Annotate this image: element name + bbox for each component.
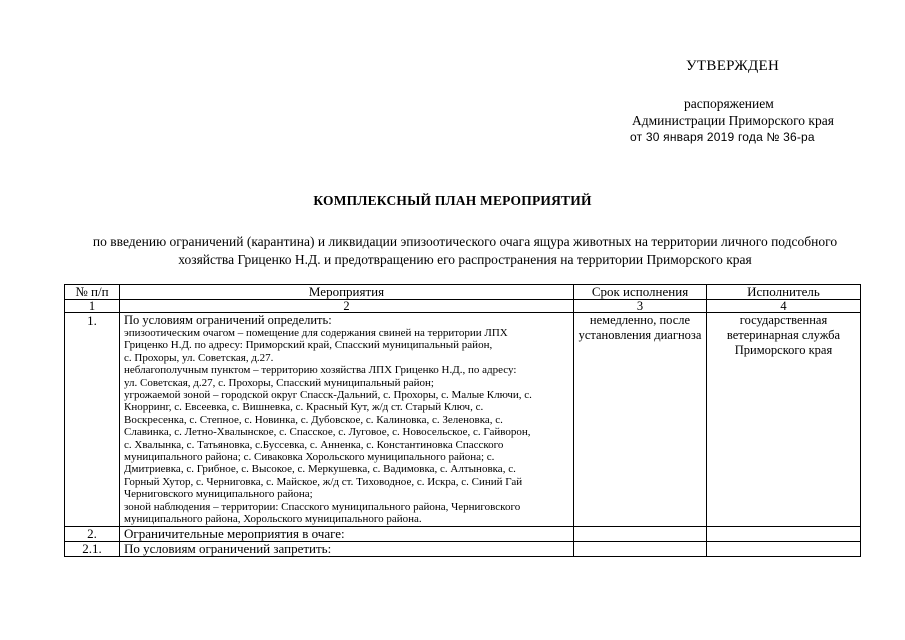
row-activity-line: Дмитриевка, с. Грибное, с. Высокое, с. Меркушевка, с. Вадимовка, с. Алтыновка, с. [124, 463, 516, 476]
column-number: 3 [574, 300, 707, 313]
row-activity-line: Горный Хутор, с. Черниговка, с. Майское, ж/д ст. Тиховодное, с. Искра, с. Синий Гай [124, 475, 523, 488]
document-title: КОМПЛЕКСНЫЙ ПЛАН МЕРОПРИЯТИЙ [313, 193, 592, 208]
header-number: № п/п [65, 285, 120, 300]
row-number: 1. [65, 313, 120, 527]
column-number: 1 [65, 300, 120, 313]
row-activity-line: муниципального района; с. Сиваковка Хорольского муниципального района; с. [124, 451, 495, 464]
approval-line-date: от 30 января 2019 года № 36-ра [630, 130, 815, 144]
row-executor [707, 526, 861, 541]
row-activity-lead: По условиям ограничений определить: [124, 313, 332, 327]
column-number-row [65, 300, 861, 313]
row-activity-line: Воскресенка, с. Степное, с. Новинка, с. Дубовское, с. Калиновка, с. Зеленовка, с. [124, 413, 503, 426]
row-activity: По условиям ограничений запретить: [120, 541, 574, 556]
approval-title: УТВЕРЖДЕН [686, 58, 780, 74]
row-activity-line: эпизоотическим очагом – помещение для содержания свиней на территории ЛПХ [124, 327, 508, 339]
row-number: 2.1. [65, 541, 120, 556]
approval-line-authority: Администрации Приморского края [632, 113, 834, 128]
row-executor: государственная ветеринарная служба Приморского края [707, 313, 861, 527]
row-activity-line: муниципального района, Хорольского муниципального района. [124, 513, 422, 526]
row-number: 2. [65, 526, 120, 541]
row-activity-line: Славинка, с. Летно-Хвалынское, с. Спасское, с. Луговое, с. Новосельское, с. Гайворон, [124, 426, 531, 439]
row-deadline [574, 541, 707, 556]
row-executor [707, 541, 861, 556]
table-row [65, 541, 861, 556]
row-activity-line: Гриценко Н.Д. по адресу: Приморский край, Спасский муниципальный район, [124, 339, 493, 352]
row-deadline [574, 526, 707, 541]
column-number: 4 [707, 300, 861, 313]
row-activity-line: с. Хвалынка, с. Татьяновка, с.Буссевка, с. Анненка, с. Константиновка Спасского [124, 438, 504, 451]
plan-table [64, 284, 861, 557]
table-row [65, 313, 861, 527]
row-activity [120, 313, 574, 527]
header-deadline: Срок исполнения [574, 285, 707, 300]
row-activity-line: Черниговского муниципального района; [124, 488, 313, 501]
column-number: 2 [120, 300, 574, 313]
approval-block [628, 58, 888, 146]
header-executor: Исполнитель [707, 285, 861, 300]
table-row [65, 526, 861, 541]
document-subtitle: по введению ограничений (карантина) и ликвидации эпизоотического очага ящура животных на территории личного подсобного хозяйства Гриценко Н.Д. и предотвращению его распространения на территории Приморского края [92, 234, 838, 267]
row-activity-line: неблагополучным пунктом – территорию хозяйства ЛПХ Гриценко Н.Д., по адресу: [124, 364, 517, 377]
row-deadline: немедленно, после установления диагноза [574, 313, 707, 527]
row-activity-line: с. Прохоры, ул. Советская, д.27. [124, 351, 274, 364]
row-activity-line: Кнорринг, с. Евсеевка, с. Вишневка, с. Красный Кут, ж/д ст. Старый Ключ, с. [124, 401, 484, 414]
row-activity-line: зоной наблюдения – территории: Спасского муниципального района, Черниговского [124, 500, 521, 513]
row-activity-line: угрожаемой зоной – городской округ Спасск-Дальний, с. Прохоры, с. Малые Ключи, с. [124, 389, 532, 402]
header-activities: Мероприятия [120, 285, 574, 300]
table-header-row [65, 285, 861, 300]
row-activity: Ограничительные мероприятия в очаге: [120, 526, 574, 541]
approval-line-order: распоряжением [684, 96, 774, 111]
row-activity-line: ул. Советская, д.27, с. Прохоры, Спасский муниципальный район; [124, 376, 434, 389]
